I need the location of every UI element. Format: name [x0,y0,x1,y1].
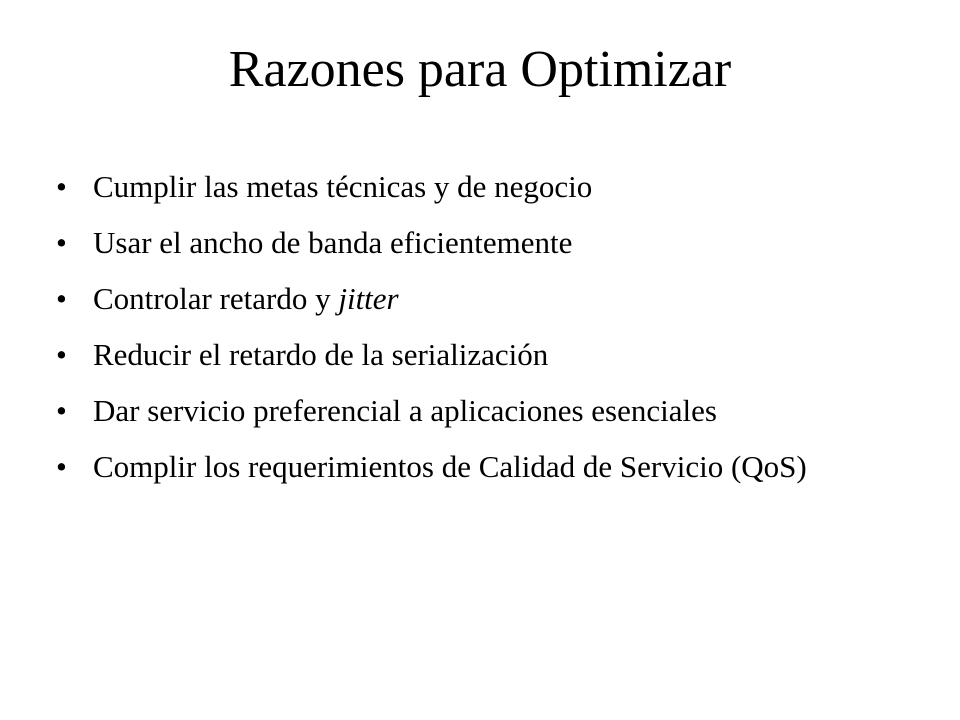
bullet-icon: • [56,225,67,260]
bullet-item [56,447,916,486]
bullet-list [56,167,916,503]
bullet-text: Complir los requerimientos de Calidad de Servicio (QoS) [93,449,807,484]
bullet-icon: • [56,449,67,484]
bullet-icon: • [56,169,67,204]
bullet-icon: • [56,281,67,316]
bullet-item [56,335,916,374]
bullet-item [56,279,916,318]
bullet-text: Cumplir las metas técnicas y de negocio [93,169,593,204]
bullet-icon: • [56,337,67,372]
bullet-text: Reducir el retardo de la serialización [93,337,549,372]
bullet-text: Controlar retardo y [93,281,339,316]
bullet-item [56,223,916,262]
bullet-text: Usar el ancho de banda eficientemente [93,225,573,260]
bullet-text: Dar servicio preferencial a aplicaciones esenciales [93,393,717,428]
slide-title: Razones para Optimizar [228,41,732,98]
bullet-emphasis: jitter [338,281,399,316]
bullet-item [56,167,916,206]
bullet-icon: • [56,393,67,428]
bullet-item [56,391,916,430]
